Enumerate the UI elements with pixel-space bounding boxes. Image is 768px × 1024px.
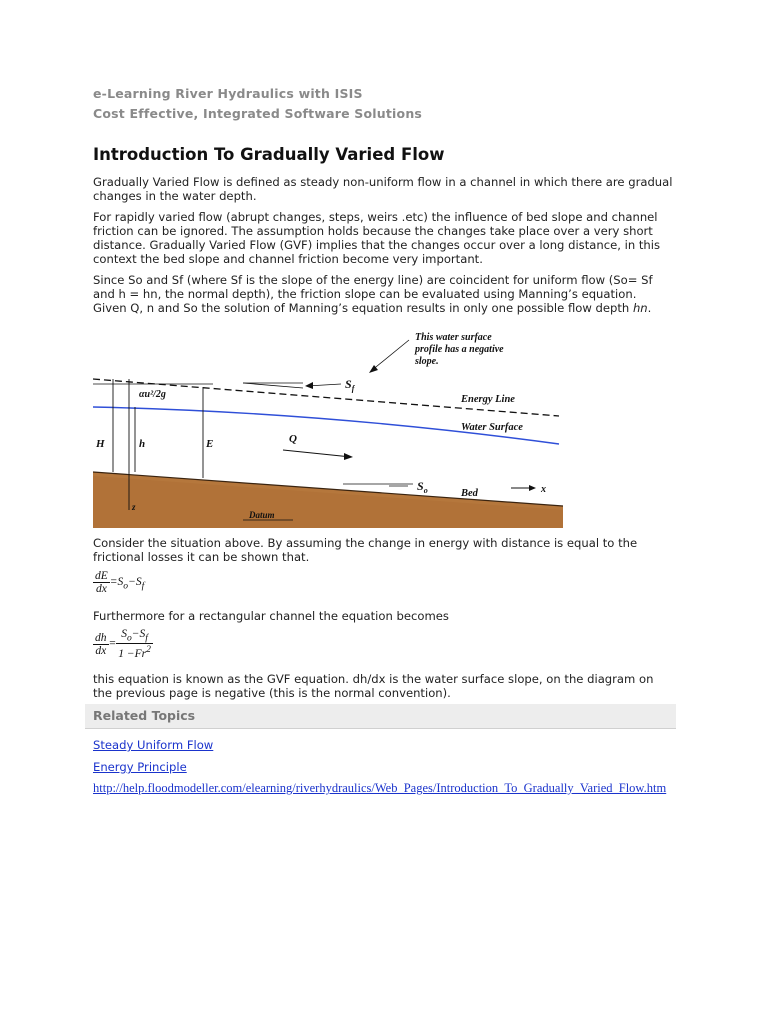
equation-energy-den: dx [95, 583, 107, 595]
equation-gvf-lhs-num: dh [95, 631, 107, 644]
note-text-3: slope. [415, 356, 439, 367]
equation-gvf-rhs-den [116, 644, 153, 660]
page-url-link[interactable]: http://help.floodmodeller.com/elearning/riverhydraulics/Web_Pages/Introduction_To_Gradually_Varied_Flow.htm [93, 781, 667, 795]
equation-energy-lhs [93, 570, 110, 595]
note-arrow [371, 340, 409, 371]
bed-label: Bed [461, 488, 478, 499]
note-text-1: This water surface [415, 332, 492, 343]
equation-gvf-rhs [116, 628, 153, 660]
header [93, 84, 422, 124]
so-label [417, 479, 428, 495]
water-surface-label: Water Surface [461, 422, 523, 433]
so-label-sub: o [423, 486, 428, 495]
datum-label: Datum [249, 510, 275, 520]
equation-energy-so-sub: o [123, 580, 129, 592]
equation-gvf-num-s: S [121, 628, 127, 640]
h-label: h [139, 438, 146, 450]
equation-energy-minus-sf: −S [128, 576, 142, 589]
equation-gvf [93, 628, 153, 660]
equation-energy-num: dE [95, 570, 108, 582]
so-label-s: S [417, 479, 424, 493]
q-arrow-head [344, 453, 353, 460]
equation-gvf-num-minus: −S [131, 628, 146, 640]
sf-label-sub: f [351, 384, 355, 393]
sf-slope-line-b [243, 383, 303, 388]
x-arrow-head [529, 485, 536, 491]
equation-energy [93, 570, 144, 595]
paragraph-consider: Consider the situation above. By assuming the change in energy with distance is equal to the frictional losses it can be shown that. [93, 536, 638, 564]
paragraph-mannings-hn: hn [632, 301, 648, 315]
paragraph-rectangular: Furthermore for a rectangular channel the equation becomes [93, 609, 449, 623]
link-energy-principle[interactable]: Energy Principle [93, 760, 187, 774]
equation-gvf-den-text: 1 −Fr [118, 648, 147, 661]
equation-gvf-num-o: o [126, 632, 132, 644]
Q-label: Q [289, 433, 297, 445]
equation-gvf-lhs [93, 632, 109, 657]
equation-energy-rhs: =S [109, 576, 124, 589]
E-label: E [206, 438, 214, 450]
energy-line-label: Energy Line [461, 394, 515, 405]
gvf-diagram [93, 330, 563, 528]
paragraph-rapidly-varied: For rapidly varied flow (abrupt changes, steps, weirs .etc) the influence of bed slope and channel friction can be ignored. The assumption holds because the changes take place over a very short distance. Gradually Varied Flow (GVF) implies that the changes occur over a long distance, in this context the bed slope and channel friction become very important. [93, 210, 661, 266]
sf-arrow-head [305, 382, 313, 389]
header-line-2: Cost Effective, Integrated Software Solutions [93, 106, 423, 121]
related-topics-heading: Related Topics [93, 708, 196, 723]
header-line-1: e-Learning River Hydraulics with ISIS [93, 86, 363, 101]
equation-gvf-num-f: f [145, 632, 148, 644]
z-label: z [132, 502, 136, 512]
sf-label-s: S [345, 377, 352, 391]
q-arrow [283, 450, 351, 457]
equation-gvf-lhs-den: dx [95, 644, 107, 657]
paragraph-mannings [93, 273, 673, 315]
paragraph-definition: Gradually Varied Flow is defined as steady non-uniform flow in a channel in which there are gradual changes in the water depth. [93, 175, 673, 203]
head-term-label: αu²/2g [139, 389, 166, 400]
link-steady-uniform-flow[interactable]: Steady Uniform Flow [93, 738, 214, 752]
related-topics-bar [85, 704, 676, 729]
note-text-2: profile has a negative [415, 344, 504, 355]
equation-gvf-equals: = [108, 637, 117, 650]
equation-gvf-rhs-num [116, 628, 153, 644]
paragraph-mannings-text: Since So and Sf (where Sf is the slope of the energy line) are coincident for uniform flow (So= Sf and h = hn, the normal depth), the friction slope can be evaluated using Manning’s equation. Given Q, n and So the solution of Manning’s equation results in only one possible flow depth [93, 273, 653, 315]
x-label: x [541, 484, 546, 495]
paragraph-gvf-equation: this equation is known as the GVF equation. dh/dx is the water surface slope, on the diagram on the previous page is negative (this is the normal convention). [93, 672, 654, 700]
H-label: H [96, 438, 105, 450]
page-title: Introduction To Gradually Varied Flow [93, 145, 445, 164]
equation-energy-sf-sub: f [141, 580, 145, 592]
paragraph-mannings-end: . [647, 301, 652, 315]
sf-label [345, 377, 356, 393]
equation-gvf-den-sup: 2 [146, 644, 151, 656]
